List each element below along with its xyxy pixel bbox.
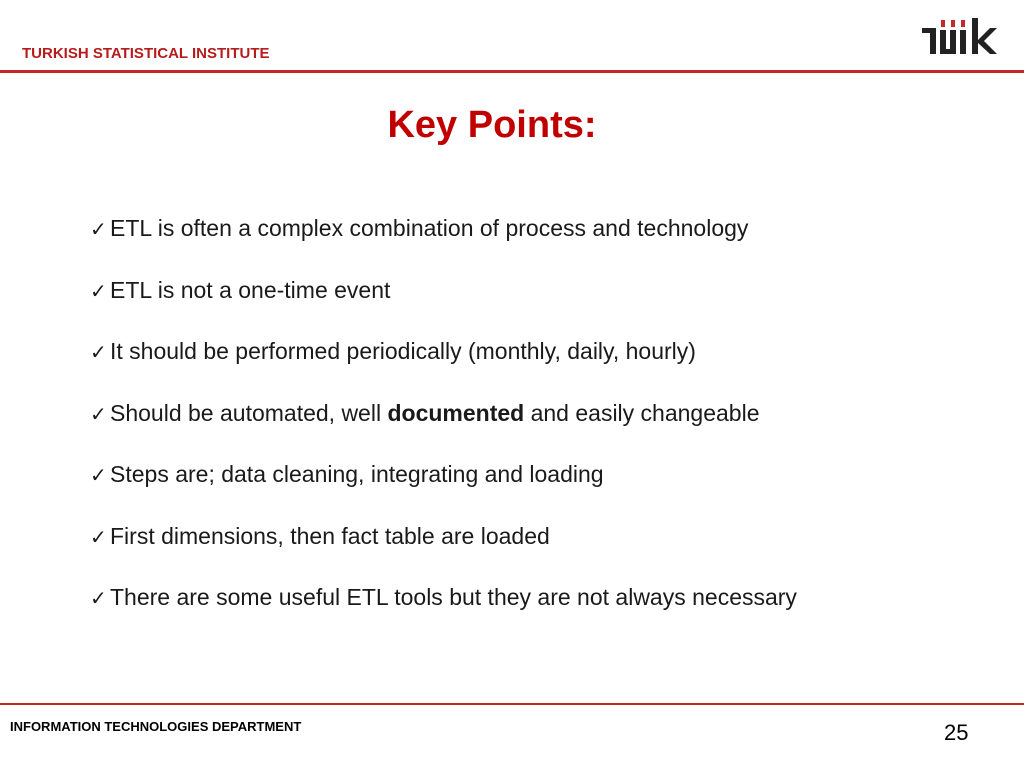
organization-name: TURKISH STATISTICAL INSTITUTE	[22, 45, 270, 62]
slide-title: Key Points:	[387, 104, 597, 146]
page-number: 25	[944, 720, 969, 745]
bullet-item	[90, 579, 797, 641]
bullet-text: ETL is not a one-time event	[110, 276, 391, 303]
bullet-text: Steps are; data cleaning, integrating and loading	[110, 461, 604, 487]
bullet-item	[90, 518, 797, 580]
bullet-text: There are some useful ETL tools but they are not always necessary	[110, 584, 797, 610]
department-name: INFORMATION TECHNOLOGIES DEPARTMENT	[10, 719, 302, 734]
checkmark-icon: ✓	[90, 219, 107, 241]
bullet-item	[90, 395, 797, 457]
checkmark-icon: ✓	[90, 403, 107, 426]
tuik-logo	[922, 16, 998, 56]
checkmark-icon: ✓	[90, 588, 107, 610]
bullet-text: It should be performed periodically (monthly, daily, hourly)	[110, 338, 696, 364]
checkmark-icon: ✓	[90, 526, 107, 549]
bullet-text: and easily changeable	[524, 399, 760, 426]
bullet-item	[90, 210, 797, 272]
bullet-text: First dimensions, then fact table are loaded	[110, 522, 550, 549]
footer-divider	[0, 703, 1024, 705]
key-points-list	[90, 210, 797, 641]
bullet-item	[90, 333, 797, 395]
checkmark-icon: ✓	[90, 342, 107, 364]
bullet-text-bold: documented	[387, 399, 525, 426]
checkmark-icon: ✓	[90, 280, 107, 303]
bullet-item	[90, 456, 797, 518]
header-divider	[0, 70, 1024, 73]
checkmark-icon: ✓	[90, 465, 107, 487]
bullet-item	[90, 272, 797, 334]
bullet-text: ETL is often a complex combination of process and technology	[110, 215, 749, 241]
bullet-text: Should be automated, well	[110, 399, 388, 426]
